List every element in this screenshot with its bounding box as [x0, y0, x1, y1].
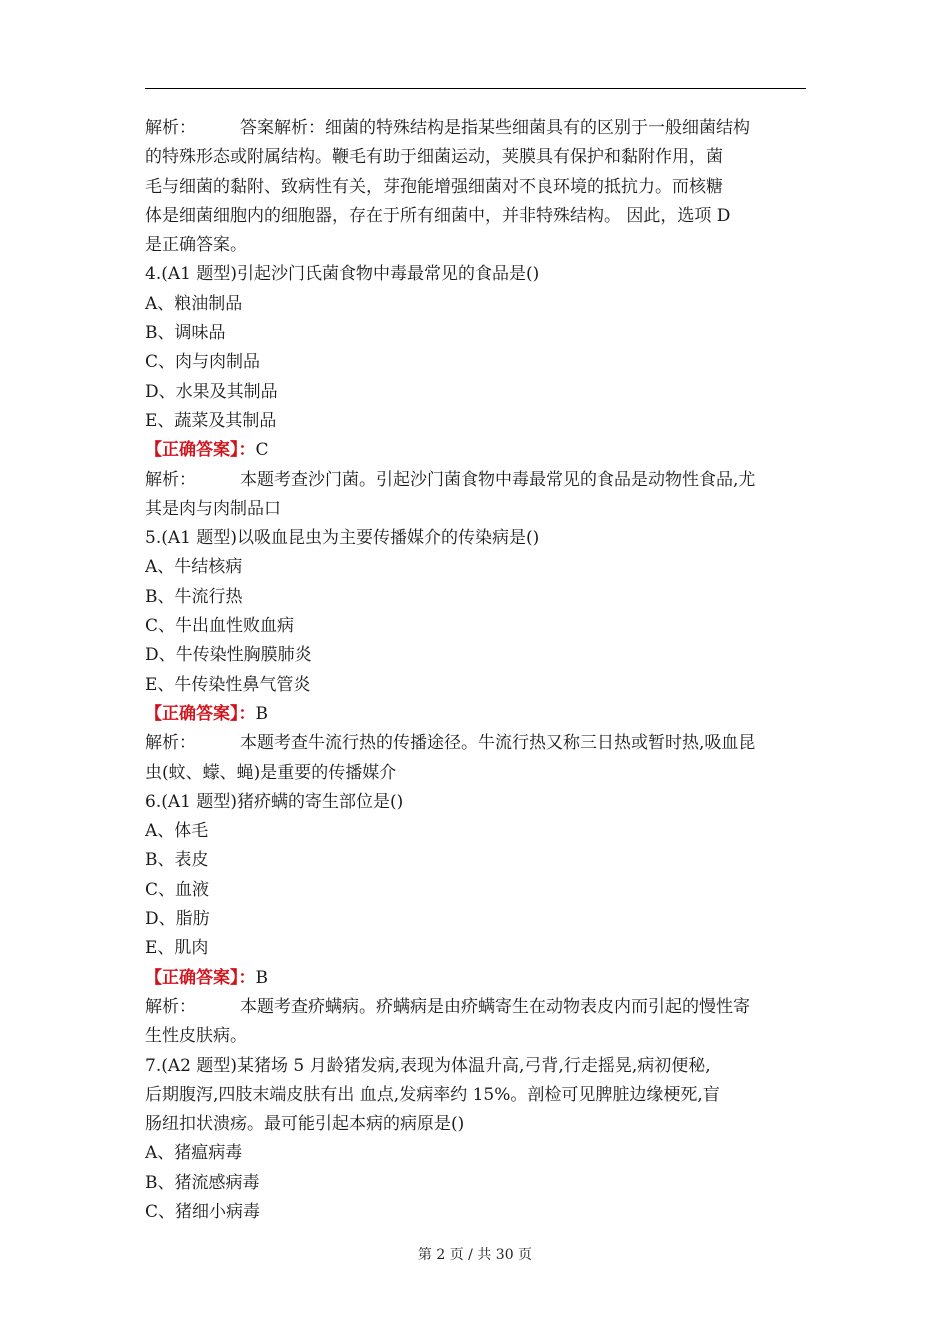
- explanation-text: 答案解析：细菌的特殊结构是指某些细菌具有的区别于一般细菌结构: [240, 118, 750, 138]
- correct-answer-label: 【正确答案】：: [145, 703, 256, 724]
- question-stem: 5.(A1 题型)以吸血昆虫为主要传播媒介的传染病是(): [145, 528, 540, 549]
- explanation-line: [145, 231, 807, 260]
- explanation-line: [145, 759, 807, 788]
- explanation-block: [145, 993, 807, 1052]
- question-line: 肠纽扣状溃疡。最可能引起本病的病原是(): [145, 1114, 465, 1135]
- answer-option: A、体毛: [145, 821, 209, 842]
- explanation-label: 解析：: [145, 469, 196, 490]
- explanation-line: [145, 143, 807, 172]
- answer-option: B、调味品: [145, 323, 226, 344]
- question-stem: 4.(A1 题型)引起沙门氏菌食物中毒最常见的食品是(): [145, 264, 540, 285]
- explanation-text: 生性皮肤病。: [145, 1026, 247, 1047]
- explanation-block: [145, 729, 807, 788]
- page-content: [145, 114, 807, 1227]
- page-footer: 第 2 页 / 共 30 页: [417, 1247, 533, 1263]
- question-line: 7.(A2 题型)某猪场 5 月龄猪发病,表现为体温升高,弓背,行走摇晃,病初便秘,: [145, 1055, 711, 1076]
- correct-answer-label: 【正确答案】：: [145, 967, 256, 988]
- explanation-line: [145, 1022, 807, 1051]
- explanation-line: [145, 993, 807, 1022]
- correct-answer: [145, 700, 807, 729]
- answer-option: B、牛流行热: [145, 586, 243, 607]
- answer-option: C、血液: [145, 879, 210, 900]
- answer-option: E、蔬菜及其制品: [145, 410, 277, 431]
- correct-answer: [145, 436, 807, 465]
- answer-option: D、脂肪: [145, 909, 210, 930]
- explanation-line: [145, 114, 807, 143]
- explanation-text: 本题考查沙门菌。引起沙门菌食物中毒最常见的食品是动物性食品,尤: [240, 469, 756, 490]
- explanation-text: 本题考查疥螨病。疥螨病是由疥螨寄生在动物表皮内而引起的慢性寄: [240, 996, 750, 1017]
- answer-option: A、猪瘟病毒: [145, 1143, 243, 1164]
- explanation-line: [145, 202, 807, 231]
- explanation-text: 体是细菌细胞内的细胞器，存在于所有细菌中，并非特殊结构。 因此，选项 D: [145, 205, 731, 226]
- answer-option: A、牛结核病: [145, 557, 243, 578]
- explanation-line: [145, 729, 807, 758]
- explanation-text: 虫(蚊、蠓、蝇)是重要的传播媒介: [145, 762, 397, 783]
- answer-option: E、牛传染性鼻气管炎: [145, 674, 311, 695]
- question-stem: 6.(A1 题型)猪疥螨的寄生部位是(): [145, 791, 404, 812]
- correct-answer-value: B: [255, 703, 268, 724]
- explanation-text: 毛与细菌的黏附、致病性有关，芽孢能增强细菌对不良环境的抵抗力。而核糖: [145, 176, 723, 197]
- answer-option: D、牛传染性胸膜肺炎: [145, 645, 312, 666]
- answer-option: C、猪细小病毒: [145, 1201, 261, 1222]
- answer-option: D、水果及其制品: [145, 381, 278, 402]
- question-line: 后期腹泻,四肢末端皮肤有出 血点,发病率约 15%。剖检可见脾脏边缘梗死,盲: [145, 1084, 720, 1105]
- explanation-text: 的特殊形态或附属结构。鞭毛有助于细菌运动，荚膜具有保护和黏附作用，菌: [145, 147, 723, 168]
- correct-answer-value: B: [255, 967, 268, 988]
- explanation-block: [145, 466, 807, 525]
- explanation-text: 是正确答案。: [145, 235, 247, 256]
- correct-answer-value: C: [255, 440, 269, 461]
- answer-option: A、粮油制品: [145, 293, 243, 314]
- explanation-line: [145, 466, 807, 495]
- correct-answer: [145, 964, 807, 993]
- answer-option: B、表皮: [145, 850, 209, 871]
- question-stem: [145, 1052, 807, 1140]
- header-rule: [145, 88, 806, 89]
- answer-option: C、肉与肉制品: [145, 352, 261, 373]
- explanation-label: 解析：: [145, 118, 196, 138]
- explanation-label: 解析：: [145, 733, 196, 754]
- explanation-line: [145, 173, 807, 202]
- explanation-label: 解析：: [145, 996, 196, 1017]
- explanation-text: 其是肉与肉制品口: [145, 498, 281, 519]
- answer-option: B、猪流感病毒: [145, 1172, 260, 1193]
- correct-answer-label: 【正确答案】：: [145, 440, 256, 461]
- explanation-line: [145, 495, 807, 524]
- answer-option: C、牛出血性败血病: [145, 616, 295, 637]
- answer-option: E、肌肉: [145, 938, 209, 959]
- explanation-text: 本题考查牛流行热的传播途径。牛流行热又称三日热或暂时热,吸血昆: [240, 733, 756, 754]
- explanation-block: [145, 114, 807, 260]
